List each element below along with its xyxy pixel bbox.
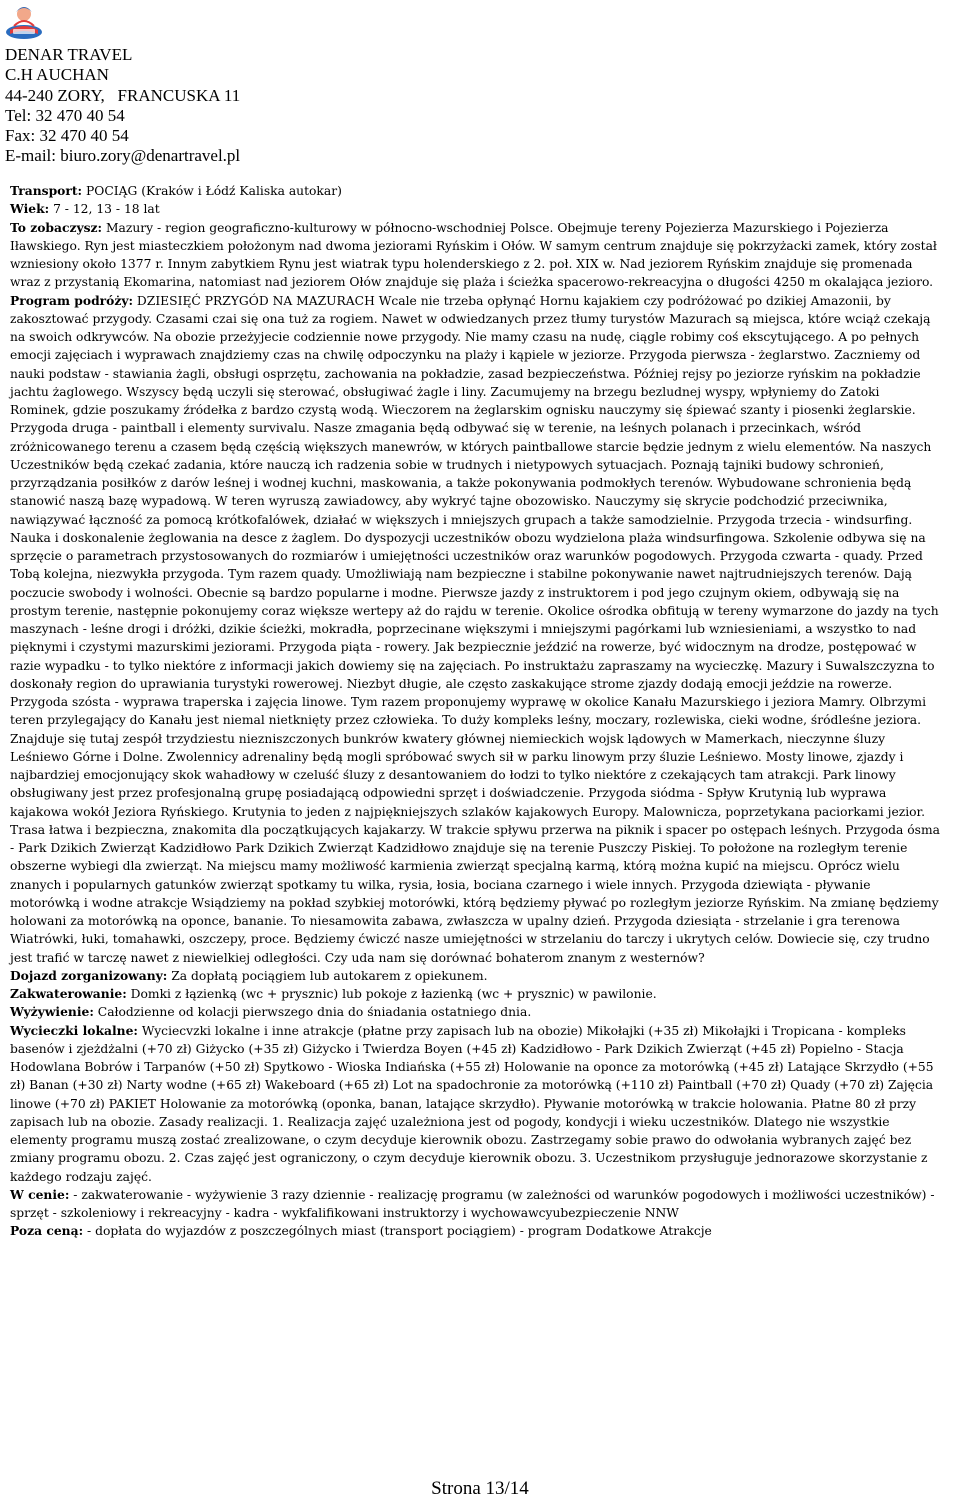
included-row bbox=[10, 1186, 942, 1223]
agency-name: DENAR TRAVEL bbox=[5, 45, 133, 64]
accommodation-value: Domki z łązienką (wc + prysznic) lub pokoje z łazienką (wc + prysznic) w pawilonie. bbox=[126, 987, 657, 1001]
program-value: DZIESIĘĆ PRZYGÓD NA MAZURACH Wcale nie trzeba opłynąć Hornu kajakiem czy podróżować po dzikiej Amazonii, by zakosztować przygody. Czasami czai się ona tuż za rogiem. Nawet w odwiedzanych przez tłumy turystów Mazurach są miejsca, które wciąż czekają na swoich odkrywców. Na obozie przeżyjecie codziennie nowe przygody. Nie mamy czasu na nudę, ciągle robimy coś ekscytującego. A po pełnych emocji zajęciach i wyprawach znajdziemy czas na chwilę odpoczynku na plaży i kąpiele w jeziorze. Przygoda pierwsza - żeglarstwo. Zaczniemy od nauki podstaw - stawiania żagli, obsługi osprzętu, zachowania na pokładzie, zasad bezpieczeństwa. Później rejsy po jeziorze ryńskim na pokładzie jachtu żaglowego. Wszyscy będą uczyli się sterować, obsługiwać żagle i liny. Zacumujemy na brzegu bezludnej wyspy, wpłyniemy do Zatoki Rominek, gdzie poszukamy źródełka z bardzo czystą wodą. Wieczorem na żeglarskim ognisku nauczymy się śpiewać szanty i piosenki żeglarskie. Przygoda druga - paintball i elementy survivalu. Nasze zmagania będą odbywać się w terenie, na leśnych polanach i przecinkach, wśród zróżnicowanego terenu a czasem będą częścią większych manewrów, w których paintballowe starcie będzie jednym z wielu elementów. Na naszych Uczestników będą czekać zadania, które nauczą ich radzenia sobie w trudnych i nietypowych sytuacjach. Poznają tajniki budowy schronień, przyrządzania posiłków z darów leśnej i wodnej kuchni, maskowania, a także pokonywania podmokłych terenów. Wybudowane schronienia będą stanowić naszą bazę wypadową. W teren wyruszą zawiadowcy, aby wykryć tajne obozowisko. Nauczymy się skrycie podchodzić przeciwnika, nawiązywać łączność za pomocą krótkofalówek, działać w większych i mniejszych grupach a także samodzielnie. Przygoda trzecia - windsurfing. Nauka i doskonalenie żeglowania na desce z żaglem. Do dyspozycji uczestników obozu wydzielona plaża windsurfingowa. Szkolenie odbywa się na sprzęcie o parametrach przystosowanych do rozmiarów i umiejętności uczestników oraz warunków pogodowych. Przygoda czwarta - quady. Przed Tobą kolejna, niezwykła przygoda. Tym razem quady. Umożliwiają nam bezpieczne i stabilne pokonywanie nawet najtrudniejszych terenów. Dają poczucie swobody i wolności. Obecnie są bardzo popularne i modne. Pierwsze jazdy z instruktorem i pod jego czujnym okiem, odbywają się na prostym terenie, następnie pokonujemy coraz większe wertepy aż do rajdu w terenie. Okolice ośrodka obfitują w tereny wymarzone do jazdy na tych maszynach - leśne drogi i dróżki, dzikie ścieżki, mokradła, poprzecinane większymi i mniejszymi pagórkami lub wzniesieniami, a wszystko to nad pięknymi i czystymi mazurskimi jeziorami. Przygoda piąta - rowery. Jak bezpiecznie jeździć na rowerze, być widocznym na drodze, postępować w razie wypadku - to tylko niektóre z informacji jakich dowiemy się na zajęciach. Po instruktażu zapraszamy na wycieczkę. Mazury i Suwalszczyzna to doskonały region do uprawiania turystyki rowerowej. Niezbyt długie, ale często zaskakujące strome zjazdy dodają emocji jeździe na rowerze. Przygoda szósta - wyprawa traperska i zajęcia linowe. Tym razem proponujemy wyprawę w okolice Kanału Mazurskiego i jeziora Mamry. Olbrzymi teren przylegający do Kanału jest niemal nietknięty przez człowieka. To duży kompleks leśny, moczary, rozlewiska, cieki wodne, śródleśne jeziora. Znajduje się tutaj zespół trzydziestu niezniszczonych bunkrów kwatery głównej niemieckich wojsk lądowych w Mamerkach, nieczynne śluzy Leśniewo Górne i Dolne. Zwolennicy adrenaliny będą mogli spróbować swych sił w parku linowym przy śluzie Leśniewo. Mosty linowe, zjazdy i najbardziej emocjonujący skok wahadłowy w czeluść śluzy z desantowaniem do łodzi to tylko niektóre z czekających tam atrakcji. Park linowy obsługiwany jest przez profesjonalną grupę posiadającą odpowiedni sprzęt i doświadczenie. Przygoda siódma - Spływ Krutynią lub wyprawa kajakowa wokół Jeziora Ryńskiego. Krutynia to jeden z najpiękniejszych szlaków kajakowych Europy. Malownicza, poprzetykana paciorkami jezior. Trasa łatwa i bezpieczna, znakomita dla początkujących kajakarzy. W trakcie spływu przerwa na piknik i spacer po ostępach leśnych. Przygoda ósma - Park Dzikich Zwierząt Kadzidłowo Park Dzikich Zwierząt Kadzidłowo znajduje się na terenie Puszczy Piskiej. To położone na rozległym terenie obszerne wybiegi dla zwierząt. Na miejscu mamy możliwość karmienia zwierząt specjalną karmą, którą można kupić na miejscu. Oprócz wielu znanych i popularnych gatunków zwierząt spotkamy tu wilka, rysia, łosia, bociana czarnego i wiele innych. Przygoda dziewiąta - pływanie motorówką i wodne atrakcje Wsiądziemy na pokład szybkiej motorówki, którą będziemy pływać po rozległym jeziorze Ryńskim. Na zmianę będziemy holowani za motorówką na oponce, bananie. To niesamowita zabawa, zwłaszcza w upalny dzień. Przygoda dziesiąta - strzelanie i gra terenowa Wiatrówki, łuki, tomahawki, oszczepy, proce. Będziemy ćwiczć nasze umiejętności w strzelaniu do tarczy i ukrytych celów. Dowiecie się, czy trudno jest trafić w tarczę nawet z niewielkiej odległości. Czy uda nam się dorównać bohaterom znanym z westernów? bbox=[10, 293, 940, 965]
excluded-label: Poza ceną: bbox=[10, 1223, 84, 1239]
transport-row bbox=[10, 182, 942, 200]
transport-value: POCIĄG (Kraków i Łódź Kaliska autokar) bbox=[82, 184, 342, 198]
meals-value: Całodzienne od kolacji pierwszego dnia do śniadania ostatniego dnia. bbox=[93, 1005, 532, 1020]
agency-email: E-mail: biuro.zory@denartravel.pl bbox=[5, 146, 241, 166]
meals-row bbox=[10, 1003, 942, 1021]
agency-branch: C.H AUCHAN bbox=[5, 65, 109, 85]
travel-label: Dojazd zorganizowany: bbox=[10, 967, 168, 983]
agency-tel: Tel: 32 470 40 54 bbox=[5, 105, 125, 125]
agency-fax: Fax: 32 470 40 54 bbox=[5, 126, 129, 146]
accommodation-label: Zakwaterowanie: bbox=[10, 986, 127, 1001]
program-label: Program podróży: bbox=[10, 292, 134, 308]
travel-logo-icon bbox=[4, 2, 44, 40]
program-row bbox=[10, 292, 942, 967]
travel-value: Za dopłatą pociągiem lub autokarem z opiekunem. bbox=[167, 968, 488, 983]
page-number: Strona 13/14 bbox=[431, 1478, 529, 1499]
included-value: - zakwaterowanie - wyżywienie 3 razy dziennie - realizację programu (w zależności od warunków pogodowych i możliwości uczestników) - sprzęt - szkoleniowy i rekreacyjny - kadra - wykfalifikowani instruktorzy i wychowawcyubezpieczenie NNW bbox=[10, 1187, 935, 1220]
offer-details bbox=[10, 182, 942, 1241]
transport-label: Transport: bbox=[10, 183, 83, 198]
sights-label: To zobaczysz: bbox=[10, 219, 103, 235]
excursions-value: Wyciecvzki lokalne i inne atrakcje (płatne przy zapisach lub na obozie) Mikołajki (+35 zł) Mikołajki i Tropicana - kompleks basenów i zjeżdżalni (+70 zł) Giżycko (+35 zł) Giżycko i Twierdza Boyen (+45 zł) Kadzidłowo - Park Dzikich Zwierząt (+45 zł) Popielno - Stacja Hodowlana Bobrów i Tarpanów (+50 zł) Spytkowo - Wioska Indiańska (+55 zł) Holowanie na oponce za motorówką (+45 zł) Latające Skrzydło (+55 zł) Banan (+30 zł) Narty wodne (+65 zł) Wakeboard (+65 zł) Lot na spadochronie za motorówką (+110 zł) Paintball (+70 zł) Quady (+70 zł) Zajęcia linowe (+70 zł) PAKIET Holowanie za motorówką (oponka, banan, latające skrzydło). Pływanie motorówką w trakcie holowania. Płatne 80 zł przy zapisach lub na obozie. Zasady realizacji. 1. Realizacja zajęć uzależniona jest od pogody, kondycji i wieku uczestników. Dlatego nie wszystkie elementy programu muszą zostać zrealizowane, o czym decyduje kierownik obozu. Zastrzegamy sobie prawo do odwołania wybranych zajęć bez zmiany programu obozu. 2. Czas zajęć jest ograniczony, o czym decyduje kierownik obozu. 3. Uczestnikom przysługuje jednorazowe skorzystanie z każdego rodzaju zajęć. bbox=[10, 1023, 934, 1184]
included-label: W cenie: bbox=[10, 1186, 70, 1202]
agency-address: 44-240 ZORY, FRANCUSKA 11 bbox=[5, 85, 241, 105]
excluded-value: - dopłata do wyjazdów z poszczególnych miast (transport pociągiem) - program Dodatkowe Atrakcje bbox=[83, 1224, 712, 1239]
excursions-row bbox=[10, 1022, 942, 1186]
age-value: 7 - 12, 13 - 18 lat bbox=[49, 202, 160, 217]
excluded-row bbox=[10, 1222, 942, 1240]
age-row bbox=[10, 200, 942, 218]
age-label: Wiek: bbox=[10, 201, 50, 217]
accommodation-row bbox=[10, 985, 942, 1003]
meals-label: Wyżywienie: bbox=[10, 1004, 94, 1020]
sights-row bbox=[10, 219, 942, 292]
travel-row bbox=[10, 967, 942, 985]
sights-value: Mazury - region geograficzno-kulturowy w północno-wschodniej Polsce. Obejmuje tereny Pojezierza Mazurskiego i Pojezierza Iławskiego. Ryn jest miasteczkiem położonym nad dwoma jeziorami Ryńskim i Ołów. W samym centrum znajduje się pokrzyżacki zamek, który został wzniesiony około 1377 r. Innym zabytkiem Rynu jest wiatrak typu holenderskiego z 2. poł. XIX w. Nad jeziorem Ryńskim znajduje się promenada wraz z przystanią Ekomarina, natomiast nad jeziorem Ołów znajduje się plaża i ścieżka spacerowo-rekreacyjna o długości 4250 m okalająca jezioro. bbox=[10, 220, 937, 290]
excursions-label: Wycieczki lokalne: bbox=[10, 1022, 138, 1038]
agency-info bbox=[5, 45, 240, 167]
